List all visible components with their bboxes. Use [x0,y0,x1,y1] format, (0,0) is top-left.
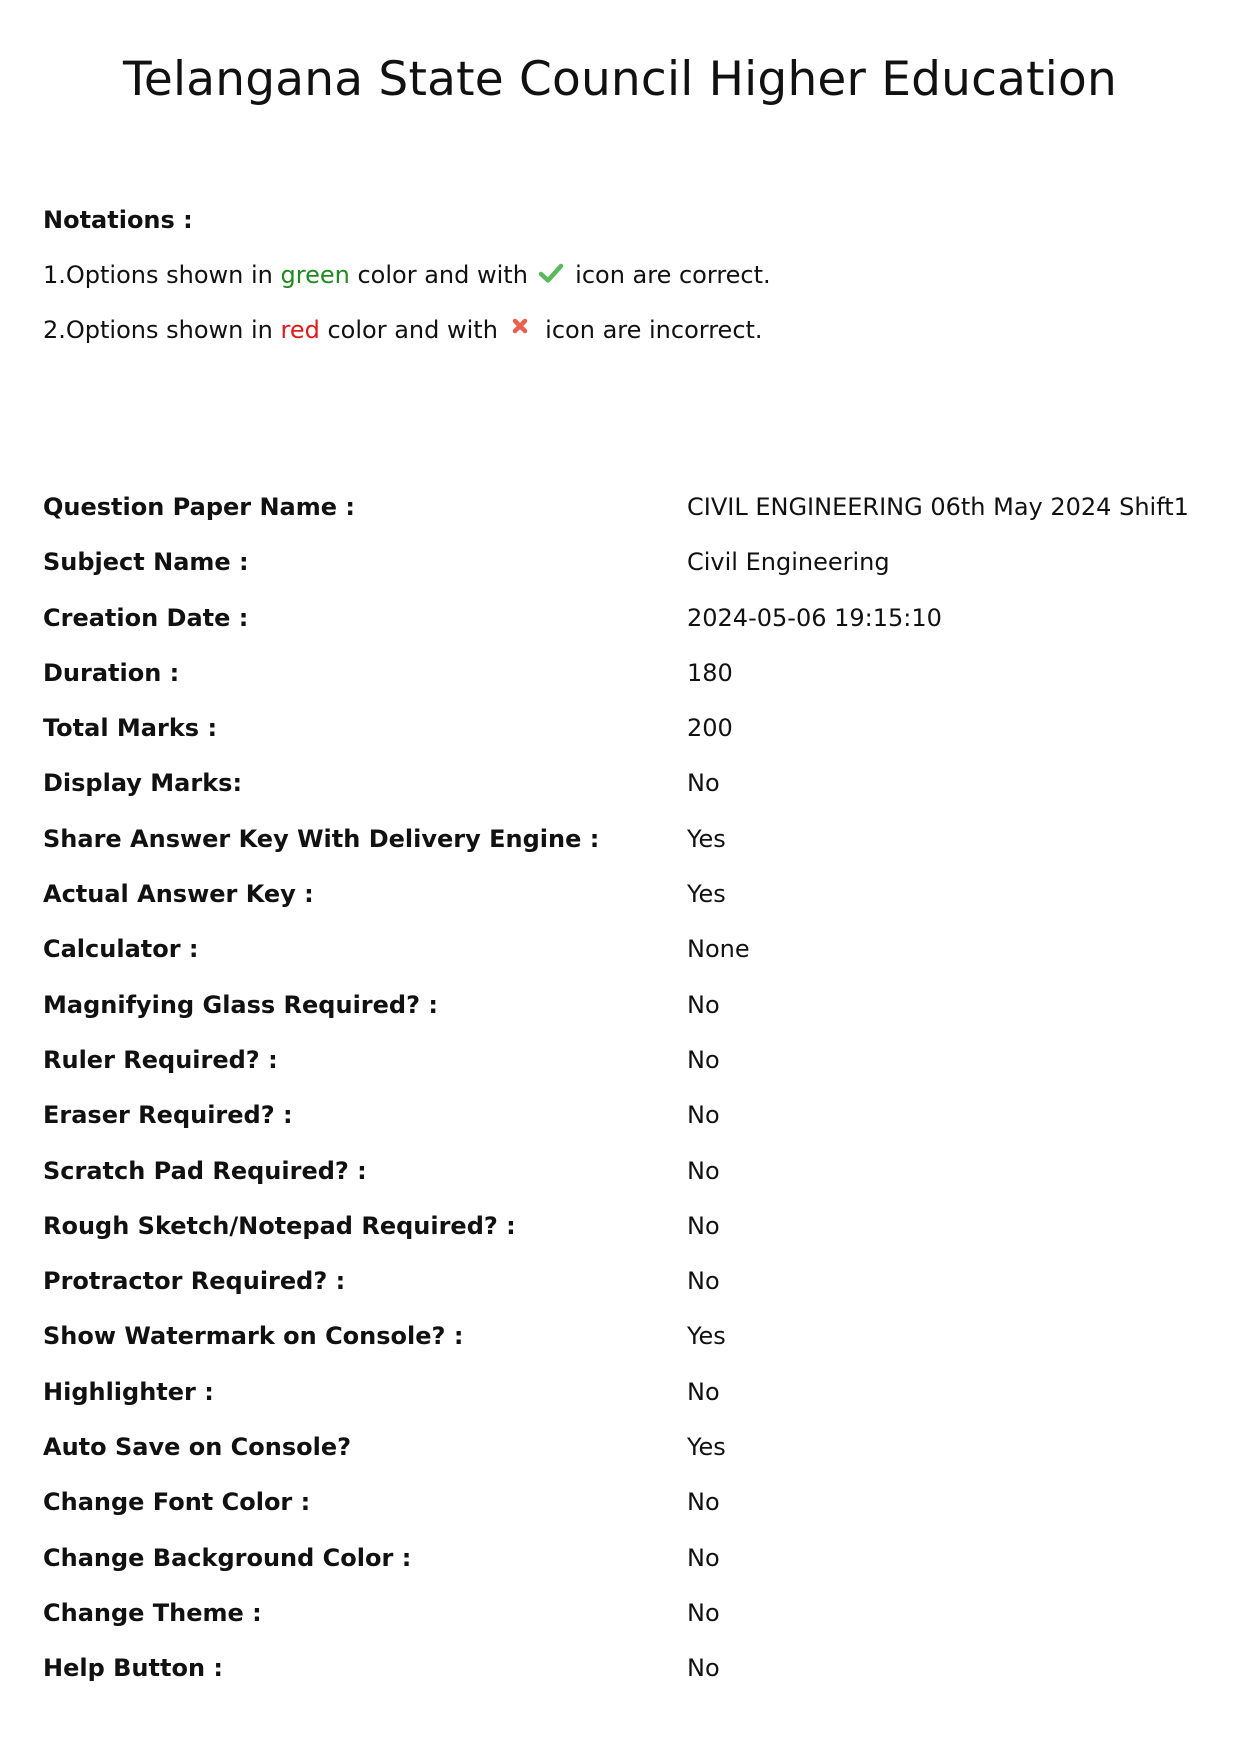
info-value: No [687,769,720,798]
page-title: Telangana State Council Higher Education [122,52,1118,107]
notation-incorrect-color-word: red [280,316,320,344]
info-label: Rough Sketch/Notepad Required? : [43,1211,516,1240]
info-row [43,492,1193,547]
cross-icon [508,315,534,341]
info-label: Scratch Pad Required? : [43,1156,367,1185]
info-label: Change Font Color : [43,1488,311,1517]
info-label: Ruler Required? : [43,1045,278,1074]
info-row [43,1045,1193,1100]
info-label: Show Watermark on Console? : [43,1322,464,1351]
info-value: Yes [687,1433,726,1462]
info-row [43,1156,1193,1211]
info-label: Creation Date : [43,603,249,632]
notations-section [43,205,1193,370]
info-label: Actual Answer Key : [43,880,314,909]
info-value: No [687,1045,720,1074]
info-row [43,1377,1193,1432]
info-row [43,603,1193,658]
info-value: Yes [687,880,726,909]
notation-incorrect-prefix: 2.Options shown in [43,316,281,344]
info-row [43,1543,1193,1598]
info-label: Highlighter : [43,1377,214,1406]
info-label: Help Button : [43,1654,223,1683]
info-label: Magnifying Glass Required? : [43,990,438,1019]
info-value: No [687,1156,720,1185]
info-value: No [687,1267,720,1296]
info-value: No [687,1211,720,1240]
info-label: Share Answer Key With Delivery Engine : [43,824,600,853]
notation-correct-prefix: 1.Options shown in [43,261,281,289]
info-row [43,547,1193,602]
info-value: CIVIL ENGINEERING 06th May 2024 Shift1 [687,493,1189,521]
info-row [43,1487,1193,1542]
info-label: Subject Name : [43,548,249,577]
notation-incorrect [43,315,1193,345]
notation-correct-suffix: icon are correct. [567,261,771,289]
info-label: Change Theme : [43,1598,262,1627]
info-row [43,1598,1193,1653]
info-value: No [687,1543,720,1572]
info-value: 180 [687,658,733,687]
info-row [43,768,1193,823]
info-row [43,1432,1193,1487]
info-row [43,1653,1193,1708]
info-value: No [687,1377,720,1406]
info-value: No [687,1101,720,1130]
info-value: 2024-05-06 19:15:10 [687,603,942,632]
info-value: None [687,935,750,964]
info-label: Duration : [43,658,180,687]
info-label: Display Marks: [43,769,243,798]
notation-incorrect-middle: color and with [319,316,506,344]
info-row [43,713,1193,768]
notation-correct [43,260,1193,290]
info-value: 200 [687,714,733,743]
info-value: No [687,1488,720,1517]
info-row [43,658,1193,713]
info-row [43,1100,1193,1155]
info-label: Protractor Required? : [43,1267,346,1296]
notations-heading: Notations : [43,206,193,234]
info-label: Calculator : [43,935,199,964]
notation-incorrect-suffix: icon are incorrect. [537,316,763,344]
info-label: Auto Save on Console? [43,1433,352,1462]
info-value: Yes [687,824,726,853]
info-row [43,1321,1193,1376]
info-row [43,1266,1193,1321]
notation-correct-color-word: green [280,261,350,289]
info-label: Eraser Required? : [43,1101,293,1130]
info-row [43,934,1193,989]
paper-info-table [43,492,1193,1709]
info-value: Civil Engineering [687,548,890,577]
check-icon [538,260,564,286]
info-row [43,1211,1193,1266]
info-value: No [687,990,720,1019]
notation-correct-middle: color and with [349,261,536,289]
info-value: Yes [687,1322,726,1351]
info-label: Total Marks : [43,714,218,743]
info-row [43,879,1193,934]
info-row [43,990,1193,1045]
info-value: No [687,1598,720,1627]
info-row [43,824,1193,879]
info-label: Change Background Color : [43,1543,412,1572]
info-value: No [687,1654,720,1683]
info-label: Question Paper Name : [43,493,355,521]
